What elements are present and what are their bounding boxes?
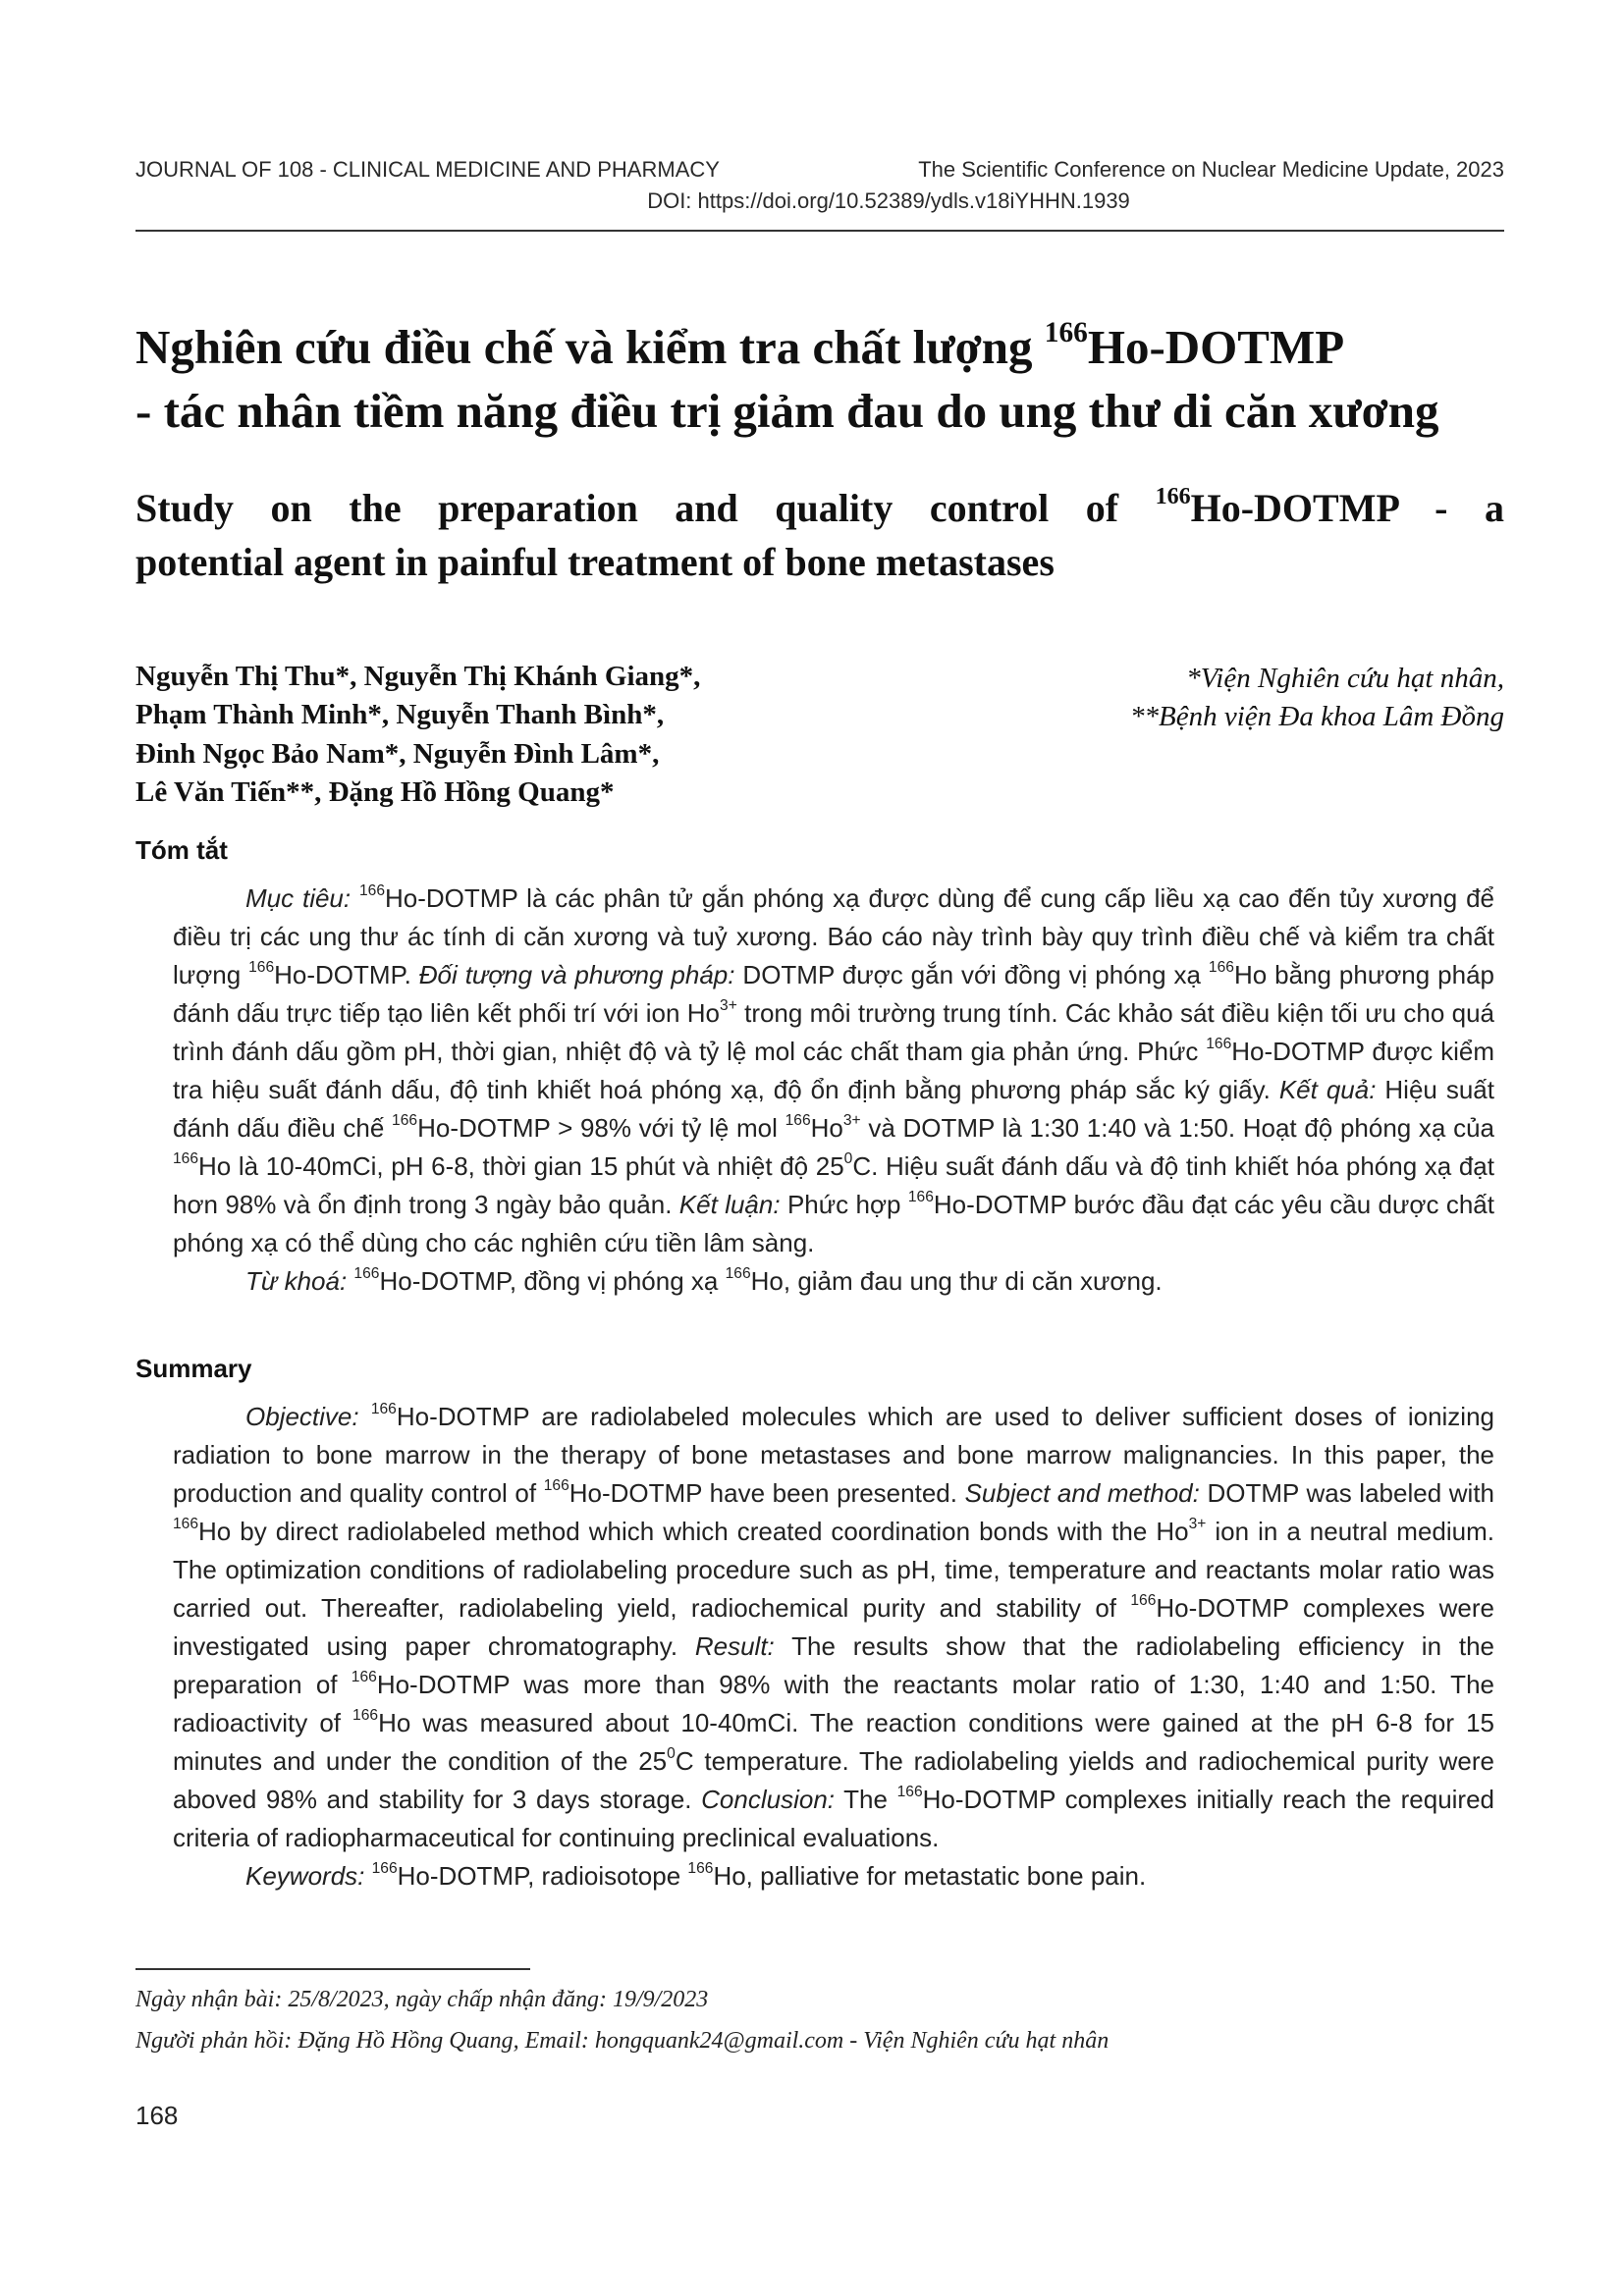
text-run: Ho was measured about 10-40mCi. The reaction conditions were gained at the pH 6-8 for 15 minutes and under the condition of the 25 <box>173 1708 1495 1776</box>
title-en-superscript: 166 <box>1155 484 1191 510</box>
running-header <box>135 157 1504 214</box>
title-vietnamese <box>135 316 1504 443</box>
superscript: 166 <box>173 1516 199 1533</box>
text-run: Ho-DOTMP was more than 98% with the reactants molar ratio of 1:30, 1:40 and 1:50. The radioactivity of <box>173 1670 1494 1737</box>
title-en-text: Study on the preparation and quality control of <box>135 486 1156 530</box>
text-run: The <box>835 1785 897 1814</box>
conference-name: The Scientific Conference on Nuclear Medicine Update, 2023 <box>918 157 1504 182</box>
text-run: Ho-DOTMP bước đầu đạt các yêu cầu dược chất phóng xạ có thể dùng cho các nghiên cứu tiền lâm sàng. <box>173 1190 1494 1257</box>
section-label: Đối tượng và phương pháp: <box>418 960 735 989</box>
abstract-vietnamese <box>173 880 1494 1301</box>
superscript: 166 <box>1206 1036 1232 1053</box>
text-run: Ho là 10-40mCi, pH 6-8, thời gian 15 phút và nhiệt độ 25 <box>198 1151 844 1181</box>
superscript: 166 <box>370 1401 397 1418</box>
keywords-vi <box>173 1262 1494 1301</box>
text-run: Phức hợp <box>780 1190 908 1219</box>
affiliation-line: *Viện Nghiên cứu hạt nhân, <box>1186 663 1504 694</box>
text-run: Ho-DOTMP are radiolabeled molecules which are used to deliver sufficient doses of ionizing radiation to bone marrow in the therapy of bone metastases and bone marrow malignancies. In this paper, the production and quality control of <box>173 1402 1495 1508</box>
text-run: Ho-DOTMP > 98% với tỷ lệ mol <box>417 1113 785 1143</box>
title-en-line1 <box>135 481 1504 535</box>
section-label: Conclusion: <box>701 1785 836 1814</box>
text-run: C. Hiệu suất đánh dấu và độ tinh khiết hóa phóng xạ đạt hơn 98% và ổn định trong 3 ngày bảo quản. <box>173 1151 1494 1219</box>
superscript: 166 <box>392 1112 418 1130</box>
text-run: Ho by direct radiolabeled method which which created coordination bonds with the Ho <box>198 1517 1189 1546</box>
abstract-english <box>173 1398 1494 1896</box>
superscript: 166 <box>543 1477 569 1495</box>
superscript: 166 <box>785 1112 811 1130</box>
abstract-vi-heading: Tóm tắt <box>135 835 228 865</box>
header-rule <box>135 230 1504 232</box>
abstract-en-body <box>173 1398 1494 1857</box>
author-line: Phạm Thành Minh*, Nguyễn Thanh Bình*, <box>135 699 665 731</box>
section-label: Result: <box>694 1631 775 1661</box>
title-vi-superscript: 166 <box>1044 317 1088 349</box>
superscript: 3+ <box>720 997 737 1015</box>
section-label: Kết luận: <box>678 1190 781 1219</box>
text-run: Hiệu suất đánh dấu điều chế <box>173 1075 1494 1143</box>
text-run <box>364 1861 371 1891</box>
superscript: 166 <box>358 882 386 900</box>
text-run: Ho, palliative for metastatic bone pain. <box>713 1861 1147 1891</box>
title-en-compound: Ho-DOTMP - a <box>1190 486 1504 530</box>
title-vi-compound: Ho-DOTMP <box>1087 320 1345 374</box>
text-run: Ho bằng phương pháp đánh dấu trực tiếp tạo liên kết phối trí với ion Ho <box>173 960 1495 1028</box>
text-run <box>359 1402 371 1431</box>
text-run <box>351 883 359 913</box>
text-run: The results show that the radiolabeling efficiency in the preparation of <box>173 1631 1494 1699</box>
abstract-vi-body <box>173 880 1494 1262</box>
footnote-rule <box>135 1968 530 1970</box>
superscript: 166 <box>687 1860 714 1878</box>
text-run: C temperature. The radiolabeling yields and radiochemical purity were aboved 98% and stability for 3 days storage. <box>173 1746 1495 1814</box>
section-label: Subject and method: <box>964 1478 1200 1508</box>
text-run: Ho-DOTMP, đồng vị phóng xạ <box>379 1266 726 1296</box>
journal-name: JOURNAL OF 108 - CLINICAL MEDICINE AND PHARMACY <box>135 157 720 182</box>
text-run: Ho <box>810 1113 843 1143</box>
doi-link[interactable]: DOI: https://doi.org/10.52389/ydls.v18iYHHN.1939 <box>647 188 1130 213</box>
text-run: Ho-DOTMP complexes were investigated using paper chromatography. <box>173 1593 1494 1661</box>
superscript: 0 <box>667 1745 676 1763</box>
author-line: Lê Văn Tiến**, Đặng Hồ Hồng Quang* <box>135 776 615 809</box>
superscript: 166 <box>371 1860 398 1878</box>
text-run: ion in a neutral medium. The optimization conditions of radiolabeling procedure such as pH, time, temperature and reactants molar ratio was carried out. Thereafter, radiolabeling yield, radiochemical purity and stability of <box>173 1517 1494 1623</box>
text-run: Ho-DOTMP complexes initially reach the required criteria of radiopharmaceutical for continuing preclinical evaluations. <box>173 1785 1495 1852</box>
author-line: Nguyễn Thị Thu*, Nguyễn Thị Khánh Giang*, <box>135 661 701 692</box>
text-run: và DOTMP là 1:30 1:40 và 1:50. Hoạt độ phóng xạ của <box>860 1113 1494 1143</box>
affiliation-line: **Bệnh viện Đa khoa Lâm Đồng <box>1130 701 1504 733</box>
text-run: DOTMP được gắn với đồng vị phóng xạ <box>734 960 1209 989</box>
superscript: 166 <box>173 1150 199 1168</box>
superscript: 166 <box>896 1784 923 1801</box>
author-line: Đinh Ngọc Bảo Nam*, Nguyễn Đình Lâm*, <box>135 737 660 770</box>
superscript: 166 <box>248 959 275 977</box>
keywords-en <box>173 1857 1494 1896</box>
abstract-en-heading: Summary <box>135 1354 252 1383</box>
text-run: trong môi trường trung tính. Các khảo sát điều kiện tối ưu cho quá trình đánh dấu gồm pH, thời gian, nhiệt độ và tỷ lệ mol các chất tham gia phản ứng. Phức <box>173 998 1494 1066</box>
superscript: 3+ <box>842 1112 861 1130</box>
section-label: Từ khoá: <box>245 1266 348 1296</box>
section-label: Objective: <box>245 1402 359 1431</box>
superscript: 3+ <box>1188 1516 1207 1533</box>
title-en-line2: potential agent in painful treatment of bone metastases <box>135 540 1055 585</box>
text-run: Ho-DOTMP, radioisotope <box>397 1861 688 1891</box>
section-label: Mục tiêu: <box>245 883 352 913</box>
text-run: Ho, giảm đau ung thư di căn xương. <box>750 1266 1163 1296</box>
title-vi-line2: - tác nhân tiềm năng điều trị giảm đau do ung thư di căn xương <box>135 383 1439 438</box>
page-number: 168 <box>135 2101 179 2130</box>
superscript: 166 <box>1208 959 1234 977</box>
superscript: 166 <box>1130 1592 1157 1610</box>
text-run: DOTMP was labeled with <box>1199 1478 1495 1508</box>
superscript: 166 <box>352 1707 379 1725</box>
text-run: Ho-DOTMP. <box>274 960 419 989</box>
title-vi-text: Nghiên cứu điều chế và kiểm tra chất lượng <box>135 320 1045 374</box>
text-run: Ho-DOTMP là các phân tử gắn phóng xạ được dùng để cung cấp liều xạ cao đến tủy xương để điều trị các ung thư ác tính di căn xương và tuỷ xương. Báo cáo này trình bày quy trình điều chế và kiểm tra chất lượng <box>173 883 1494 989</box>
superscript: 166 <box>353 1265 380 1283</box>
footnote-correspondence: Người phản hồi: Đặng Hồ Hồng Quang, Email: hongquank24@gmail.com - Viện Nghiên cứu hạt nhân <box>135 2028 1110 2054</box>
superscript: 166 <box>725 1265 751 1283</box>
footnote-dates: Ngày nhận bài: 25/8/2023, ngày chấp nhận đăng: 19/9/2023 <box>135 1987 709 2012</box>
text-run: Ho-DOTMP have been presented. <box>568 1478 965 1508</box>
superscript: 166 <box>907 1189 934 1206</box>
section-label: Kết quả: <box>1278 1075 1377 1104</box>
author-list <box>135 658 882 813</box>
superscript: 166 <box>351 1669 377 1686</box>
text-run: Ho-DOTMP được kiểm tra hiệu suất đánh dấu, độ tinh khiết hoá phóng xạ, độ ổn định bằng phương pháp sắc ký giấy. <box>173 1037 1494 1104</box>
affiliations <box>954 660 1504 737</box>
superscript: 0 <box>843 1150 853 1168</box>
section-label: Keywords: <box>245 1861 365 1891</box>
title-english <box>135 481 1504 589</box>
